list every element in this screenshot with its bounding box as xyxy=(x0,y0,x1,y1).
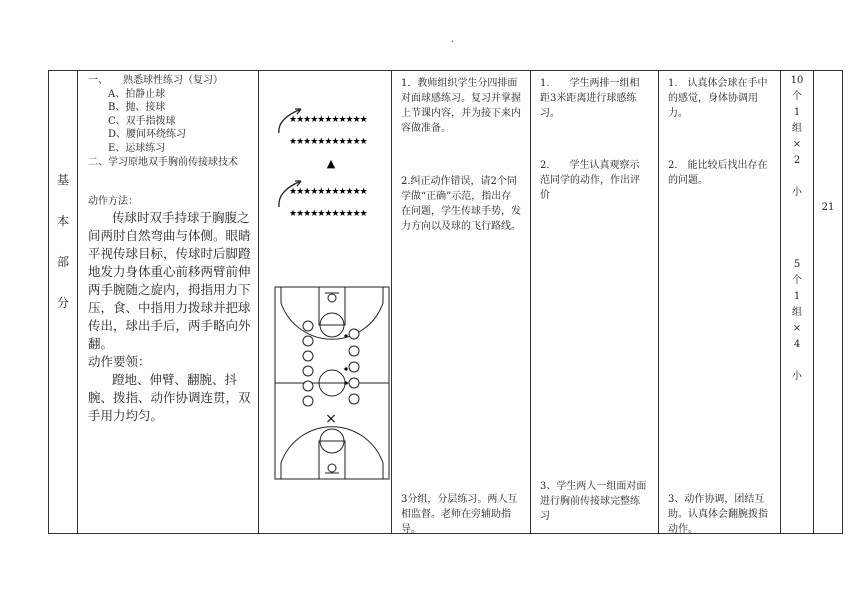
key-text: 蹬地、伸臂、翻腕、抖腕、拨指、动作协调连贯，双手用力均匀。 xyxy=(88,371,251,423)
method-title: 动作方法： xyxy=(88,196,138,208)
section-label-cell xyxy=(49,71,78,534)
item1-title: 一、 熟悉球性练习（复习） xyxy=(88,75,223,86)
section-label-char: 本 xyxy=(56,214,69,228)
student-step-1: 1. 学生两排一组相距3米距离进行球感练习。 xyxy=(540,78,640,119)
item1-sub: D、腰间环绕练习 xyxy=(108,129,187,141)
goal-1: 1. 认真体会球在手中的感觉，身体协调用力。 xyxy=(668,78,768,119)
organization-cell xyxy=(781,71,814,534)
teacher-marker: ▲ xyxy=(326,157,336,170)
goal-2: 2. 能比较后找出存在的问题。 xyxy=(668,160,768,186)
student-step-3: 3、学生两人一组面对面进行胸前传接球完整练习 xyxy=(540,481,647,522)
item1-sub: B、抛、接球 xyxy=(108,102,166,114)
learning-goal-cell xyxy=(659,71,781,534)
item1-sub: A、拍静止球 xyxy=(108,88,166,100)
item1-sub: E、运球练习 xyxy=(108,142,166,154)
student-row: ★★★★★★★★★★★ xyxy=(289,187,367,197)
goal-3: 3、动作协调，团结互助。认真体会翻腕拨指动作。 xyxy=(668,494,768,535)
student-row: ★★★★★★★★★★★ xyxy=(289,137,367,147)
section-label-char: 基 xyxy=(56,173,69,187)
student-step-2: 2. 学生认真观察示范同学的动作，作出评价 xyxy=(540,160,640,201)
minutes-value: 21 xyxy=(821,202,835,213)
teacher-step-1: 1．教师组织学生分四排面对面球感练习。复习并掌握上节课内容，并为接下来内容做准备。 xyxy=(401,78,521,134)
ball-dots xyxy=(344,334,347,384)
basketball-court xyxy=(275,287,389,479)
player-circles xyxy=(303,321,359,406)
student-activity-cell xyxy=(531,71,659,534)
section-label-char: 分 xyxy=(56,296,69,310)
org-top: 10 个 1 组 × 2 小 xyxy=(790,75,804,198)
header-mark: . xyxy=(451,34,455,45)
minutes-cell xyxy=(814,71,843,534)
lesson-plan-table xyxy=(48,70,843,534)
item2-title: 二、学习原地双手胸前传接球技术 xyxy=(88,156,238,168)
formation-diagram xyxy=(259,71,391,535)
teacher-step-2: 2.纠正动作错误，请2个同学做“正确”示范，指出存在问题，学生传球手势，发力方向以及球的飞行路线。 xyxy=(401,176,521,232)
student-row: ★★★★★★★★★★★ xyxy=(289,115,367,125)
org-bottom: 5 个 1 组 × 4 小 xyxy=(792,259,802,382)
key-title: 动作要领： xyxy=(88,353,151,369)
item1-sub: C、双手指拨球 xyxy=(108,115,176,127)
teaching-content-cell xyxy=(78,71,259,534)
formation-diagram-cell xyxy=(259,71,392,534)
student-row: ★★★★★★★★★★★ xyxy=(289,209,367,219)
teacher-step-3: 3分组，分层练习。两人互相监督。老师在旁辅助指导。 xyxy=(401,494,518,535)
cross-marker: × xyxy=(325,411,337,427)
method-text: 传球时双手持球于胸腹之间两肘自然弯曲与体侧。眼睛平视传球目标，传球时后脚蹬地发力身体重心前移两臂前伸两手腕随之旋内，拇指用力下压，食、中指用力拨球并把球传出，球出手后，两手略向外翻。 xyxy=(88,209,251,351)
teacher-activity-cell xyxy=(392,71,531,534)
section-label-char: 部 xyxy=(56,255,69,269)
